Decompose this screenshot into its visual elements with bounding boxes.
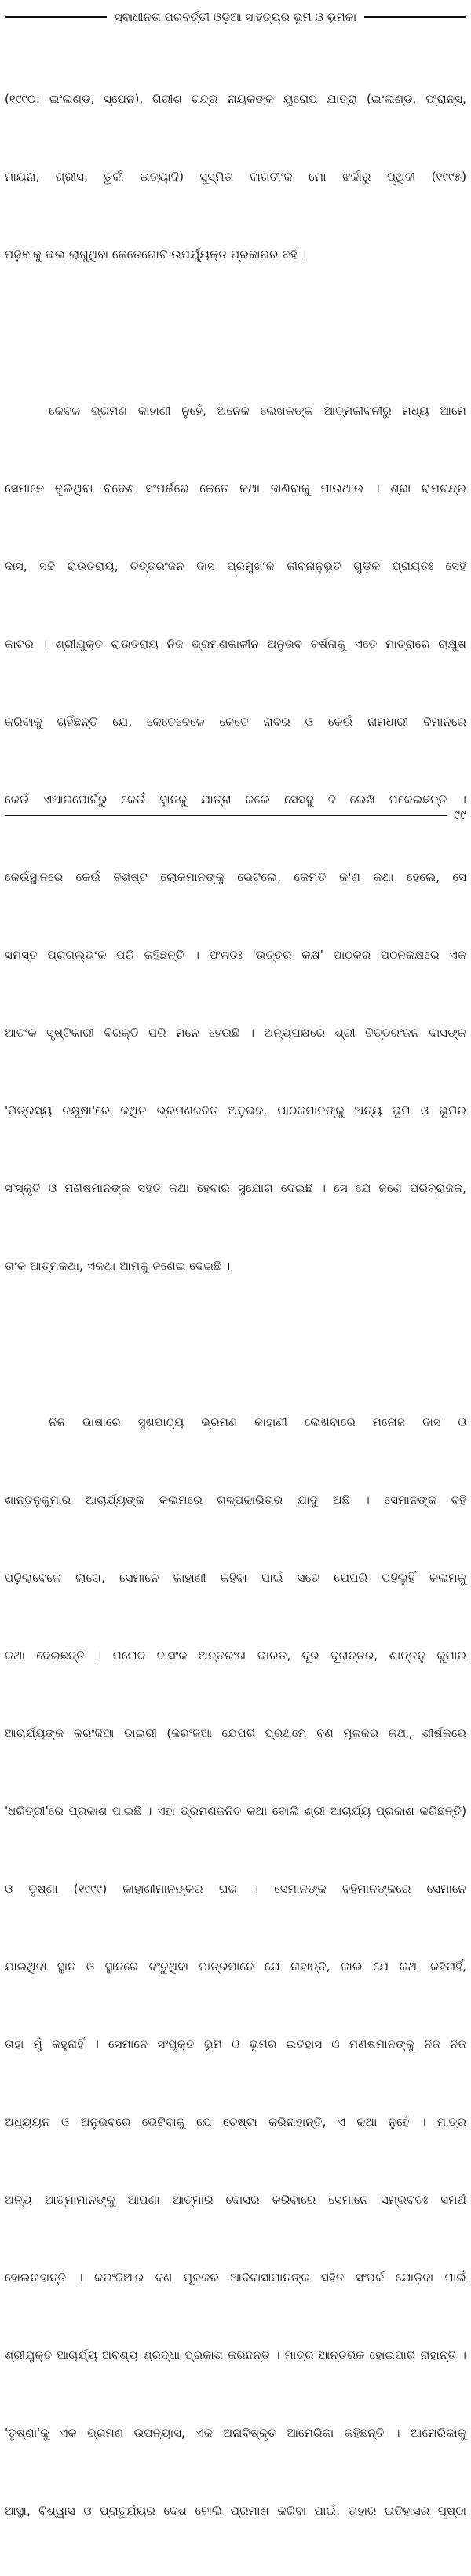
text-line: ଦାସ, ସଚ୍ଚି ରାଉତରାୟ, ଚିତ୍ତରଂଜନ ଦାସ ପ୍ରମୁଖଂକ ଜୀବନାନୁଭୂତି ଗୁଡ଼ିକ ପ୍ରାୟତଃ ସେହି	[5, 559, 466, 573]
running-header	[5, 6, 466, 28]
text-line: ମାୟନା, ଗ୍ରୀସ, ତୁର୍କୀ ଇତ୍ୟାଦି) ସୁସ୍ମିତା ବାଗଚୀଂକ ମୋ ଝର୍କାରୁ ପୃଥିବୀ (୧୯୯୫)	[5, 170, 466, 184]
text-line: ନିଜ ଭାଷାରେ ସୁଖପାଠ୍ୟ ଭ୍ରମଣ କାହାଣୀ ଲେଖିବାରେ ମନୋଜ ଦାସ ଓ	[49, 1415, 466, 1429]
text-line: ଆତଂକ ସୃଷ୍ଟିକାରୀ ବିରକ୍ତି ପରି ମନେ ହେଉଛି । ଅନ୍ୟପକ୍ଷରେ ଶ୍ରୀ ଚିତ୍ତରଂଜନ ଦାସଙ୍କ	[5, 1026, 466, 1040]
header-rule-left	[5, 16, 107, 18]
page-body	[5, 35, 466, 2576]
text-line: ଓ ତୃଷ୍ଣା (୧୯୯୯) କାହାଣୀମାନଙ୍କର ଘର । ସେମାନଙ୍କ ବହିମାନଙ୍କରେ ସେମାନେ	[5, 1882, 466, 1896]
text-line: କାଟର । ଶ୍ରୀଯୁକ୍ତ ରାଉତରାୟ ନିଜ ଭ୍ରମଣକାଳୀନ ଅନୁଭବ ବର୍ଷନାକୁ ଏତେ ମାତ୍ରାରେ ଚାକ୍ଷୁଷ	[5, 637, 466, 651]
text-line: ସମସ୍ତ ପ୍ରଗଲ୍‌ଭଂକ ପରି କହିଛନ୍ତି । ଫଳତଃ 'ଉତ୍ତର କକ୍ଷ' ପାଠକର ପଠନକକ୍ଷରେ ଏକ	[5, 948, 467, 962]
running-header-title: ସ୍ଵାଧୀନତା ପରବର୍ତ୍ତୀ ଓଡ଼ିଆ ସାହିତ୍ୟର ଭୂମି ଓ ଭୂମିକା	[114, 10, 357, 24]
paragraph-3	[5, 1358, 466, 2576]
text-line: କେଉଁସ୍ଥାନରେ କେଉଁ ବିଶିଷ୍ଟ ଲୋକମାନଙ୍କୁ ଭେଟିଲେ, କେମିତି କ'ଣ କଥା ହେଲେ, ସେ	[5, 870, 466, 884]
text-line: ତାଂକ ଆତ୍ମକଥା, ଏକଥା ଆମକୁ ଜଣେଇ ଦେଇଛି ।	[5, 1259, 231, 1273]
text-line: ପଢ଼ିବାକୁ ଭଲ ଲାଗୁଥିବା କେତେଗୋଟି ଉପର୍ଯ୍ୟୁକ୍ତ ପ୍ରକାରର ବହି ।	[5, 247, 307, 262]
text-line: ଅନ୍ୟ ଆତ୍ମାମାନଙ୍କୁ ଆପଣା ଆତ୍ମାର ଦୋସର କରିବାରେ ସେମାନେ ସମ୍ଭବତଃ ସମର୍ଥ	[5, 2193, 466, 2207]
text-line: 'ଧରିତ୍ରୀ'ରେ ପ୍ରକାଶ ପାଇଛି । ଏହା ଭ୍ରମଣଜନିତ କଥା ବୋଲି ଶ୍ରୀ ଆଚାର୍ଯ୍ୟ ପ୍ରକାଶ କରିଛନ୍ତି)	[5, 1804, 466, 1818]
text-line: ଅଧ୍ୟୟନ ଓ ଅନୁଭବରେ ଭେଟିବାକୁ ଯେ ଚେଷ୍ଟା କରିନାହାନ୍ତି, ଏ କଥା ନୁହେଁ । ମାତ୍ର	[5, 2115, 466, 2129]
text-line: ଆସ୍ଥା, ବିଶ୍ୱାସ ଓ ପ୍ରାଚୁର୍ଯ୍ୟର ଦେଶ ବୋଲି ପ୍ରମାଣ କରିବା ପାଇଁ, ତାହାର ଇତିହାସର ପୃଷ୍ଠା	[5, 2504, 466, 2518]
text-line: ଶାନ୍ତନୁକୁମାର ଆଚାର୍ଯ୍ୟଙ୍କ କଲମରେ ଗଳ୍ପକାରିତାର ଯାଦୁ ଅଛି । ସେମାନଙ୍କ ବହି	[5, 1493, 466, 1507]
text-line: କେବଳ ଭ୍ରମଣ କାହାଣୀ ନୁହେଁ, ଅନେକ ଲେଖକଙ୍କ ଆତ୍ମଜୀବନୀରୁ ମଧ୍ୟ ଆମେ	[49, 404, 466, 418]
page-number: ୯୯	[454, 807, 466, 822]
header-rule-right	[364, 16, 466, 18]
text-line: ତାହା ମୁଁ କହୁନାହିଁ । ସେମାନେ ସଂପୃକ୍ତ ଭୂମି ଓ ଭୂମିର ଇତିହାସ ଓ ମଣିଷମାନଙ୍କୁ ନିଜ ନିଜ	[5, 2037, 466, 2051]
footer-rule	[5, 815, 447, 816]
text-line: ସେମାନେ ବୁଲିଥିବା ବିଦେଶ ସଂପର୍କରେ କେତେ କଥା ଜାଣିବାକୁ ପାଉଥାଉ । ଶ୍ରୀ ରାମଚନ୍ଦ୍ର	[5, 481, 466, 496]
text-line: କଥା ଦେଇଛନ୍ତି । ମନୋଜ ଦାସଂକ ଅନ୍ତରଂଗ ଭାରତ, ଦୂର ଦୂରାନ୍ତର, ଶାନ୍ତନୁ କୁମାର	[5, 1648, 466, 1663]
text-line: ପଢ଼ିଲାବେଳେ ଲାଗେ, ସେମାନେ କାହାଣୀ କହିବା ପାଇଁ ସତେ ଯେପରି ପହିଲୁହିଁ କଲମକୁ	[5, 1571, 466, 1585]
text-line: କେଉଁ ଏଆରପୋର୍ଟରୁ କେଉଁ ସ୍ଥାନକୁ ଯାତ୍ରା କଲେ ସେସବୁ ବି ଲେଖି ପକେଇଛନ୍ତି ।	[5, 792, 466, 807]
text-line: (୧୯୯୦: ଇଂଲଣ୍ଡ, ସ୍ପେନ), ଗିରୀଶ ଚନ୍ଦ୍ର ନାୟକଙ୍କ ୟୁରୋପ ଯାତ୍ରା (ଇଂଲଣ୍ଡ, ଫ୍ରାନ୍‌ସ୍,	[5, 92, 466, 106]
paragraph-2	[5, 346, 466, 1331]
page-footer	[5, 806, 466, 825]
text-line: କରିବାକୁ ଚାହିଁଛନ୍ତି ଯେ, କେତେବେଳେ କେତେ ନାବର ଓ କେଉଁ ନାମଧାରୀ ବିମାନରେ	[5, 715, 466, 729]
text-line: ଯାଇଥିବା ସ୍ଥାନ ଓ ସ୍ଥାନରେ ବଂଚୁଥିବା ପାତ୍ରମାନେ ଯେ ନାହାନ୍ତି, କାଲ ଯେ କଥା କହିନାହିଁ,	[5, 1959, 466, 1974]
text-line: ଶ୍ରୀଯୁକ୍ତ ଆଚାର୍ଯ୍ୟ ଅବଶ୍ୟ ଶ୍ରଦ୍ଧା ପ୍ରକାଶ କରିଛନ୍ତି । ମାତ୍ର ଆନ୍ତରିକ ହୋଇପାରି ନାହାନ୍ତି ।	[5, 2348, 466, 2362]
text-line: 'ତୃଷ୍ଣା'କୁ ଏକ ଭ୍ରମଣ ଉପନ୍ୟାସ, ଏକ ଅନାବିଷ୍କୃତ ଆମେରିକା କହିଛନ୍ତି । ଆମେରିକାକୁ	[5, 2426, 466, 2440]
text-line: ଆଚାର୍ଯ୍ୟଙ୍କ କରଂଜିଆ ଡାଇରୀ (କରଂଜିଆ ଯେପରି ପ୍ରଥମେ ବଣ ମୂଳକର କଥା, ଶୀର୍ଷକରେ	[5, 1726, 466, 1740]
paragraph-1	[5, 35, 466, 320]
text-line: 'ମିତ୍ରସ୍ୟ ଚକ୍ଷୁଷା'ରେ କଥିତ ଭ୍ରମଣଜନିତ ଅନୁଭବ, ପାଠକମାନଙ୍କୁ ଅନ୍ୟ ଭୂମି ଓ ଭୂମିର	[5, 1103, 466, 1118]
text-line: ସଂସ୍କୃତି ଓ ମଣିଷମାନଙ୍କ ସହିତ କଥା ହେବାର ସୁଯୋଗ ଦେଇଛି । ସେ ଯେ ଜଣେ ପରିବ୍ରାଜକ,	[5, 1181, 466, 1195]
text-line: ହୋଇନାହାନ୍ତି । କରଂଜିଆର ବଣ ମୂଳକର ଆଦିବାସୀମାନଙ୍କ ସହିତ ସଂପର୍କ ଯୋଡ଼ିବା ପାଇଁ	[5, 2270, 466, 2285]
